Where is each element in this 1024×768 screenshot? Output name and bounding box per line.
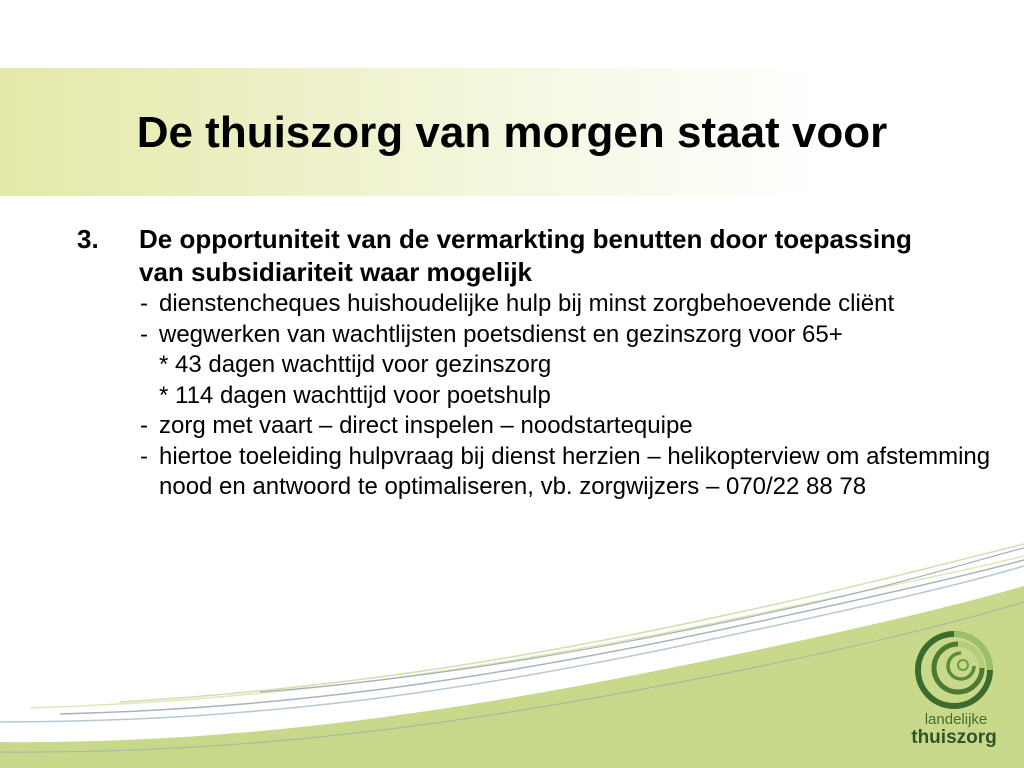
- bullet-item: [139, 442, 997, 503]
- bullet-dash: -: [140, 442, 148, 470]
- item-heading-text: De opportuniteit van de vermarkting benutten door toepassing van subsidiariteit waar mogelijk: [139, 224, 912, 287]
- item-number: 3.: [77, 224, 99, 254]
- bullet-dash: -: [140, 290, 148, 317]
- numbered-item-heading: [77, 223, 997, 289]
- bullet-dash: -: [140, 320, 148, 348]
- spiral-logo-icon: [904, 626, 1004, 712]
- bullet-text: zorg met vaart – direct inspelen – noodstartequipe: [159, 412, 693, 439]
- swoosh-fill: [0, 586, 1024, 768]
- bullet-item: [139, 411, 997, 442]
- waiting-time-note: * 114 dagen wachttijd voor poetshulp: [159, 381, 551, 409]
- slide-title: De thuiszorg van morgen staat voor: [136, 108, 888, 157]
- bullet-text: hiertoe toeleiding hulpvraag bij dienst herzien – helikopterview om afstemming nood en antwoord te optimaliseren, vb. zorgwijzers – 070/22 88 78: [159, 442, 991, 500]
- bullet-dash: -: [140, 412, 148, 439]
- bullet-item: [139, 289, 997, 320]
- slide-content: [77, 223, 997, 503]
- bullet-text: wegwerken van wachtlijsten poetsdienst en gezinszorg voor 65+: [159, 320, 843, 348]
- logo-text-thuiszorg: thuiszorg: [911, 727, 997, 748]
- bullet-text: dienstencheques huishoudelijke hulp bij minst zorgbehoevende cliënt: [159, 290, 895, 317]
- logo-text-landelijke: landelijke: [924, 711, 988, 728]
- waiting-time-note: * 43 dagen wachttijd voor gezinszorg: [159, 351, 552, 378]
- bullet-item: [139, 320, 997, 351]
- landelijke-thuiszorg-logo: [904, 626, 1004, 750]
- sub-bullet-list: [139, 289, 997, 503]
